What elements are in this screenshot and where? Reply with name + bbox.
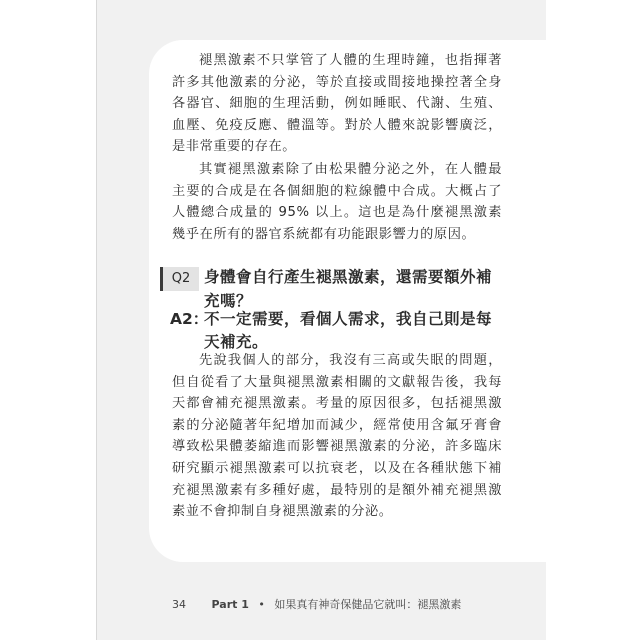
question-text: 身體會自行產生褪黑激素，還需要額外補充嗎？: [204, 268, 493, 310]
question-tag: Q2: [160, 267, 199, 291]
answer-text: 不一定需要，看個人需求，我自己則是每天補充。: [204, 310, 493, 351]
paragraph-3: 先說我個人的部分，我沒有三高或失眠的問題，但自從看了大量與褪黑激素相關的文獻報告後，我每天都會補充褪黑激素。考量的原因很多，包括褪黑激素的分泌隨著年紀增加而減少，經常使用含氟牙膏會導致松果體萎縮進而影響褪黑激素的分泌，許多臨床研究顯示褪黑激素可以抗衰老，以及在各種狀態下補充褪黑激素有多種好處，最特別的是額外補充褪黑激素並不會抑制自身褪黑激素的分泌。: [172, 353, 502, 520]
page-edge-line: [96, 0, 97, 640]
chapter-title: 如果真有神奇保健品它就叫：褪黑激素: [274, 598, 462, 611]
paragraph-2: 其實褪黑激素除了由松果體分泌之外，在人體最主要的合成是在各個細胞的粒線體中合成。大概占了人體總合成量的 95% 以上。這也是為什麼褪黑激素幾乎在所有的器官系統都有功能跟影響力的原因。: [172, 162, 502, 242]
footer-separator: •: [258, 597, 265, 611]
part-label: Part 1: [211, 597, 249, 611]
answer-label: A2：: [170, 310, 209, 328]
page-footer: [172, 596, 532, 612]
page-number: 34: [172, 597, 186, 611]
paragraph-1: 褪黑激素不只掌管了人體的生理時鐘，也指揮著許多其他激素的分泌，等於直接或間接地操控著全身各器官、細胞的生理活動，例如睡眠、代謝、生殖、血壓、免疫反應、體溫等。對於人體來說影響廣泛，是非常重要的存在。: [172, 53, 502, 155]
